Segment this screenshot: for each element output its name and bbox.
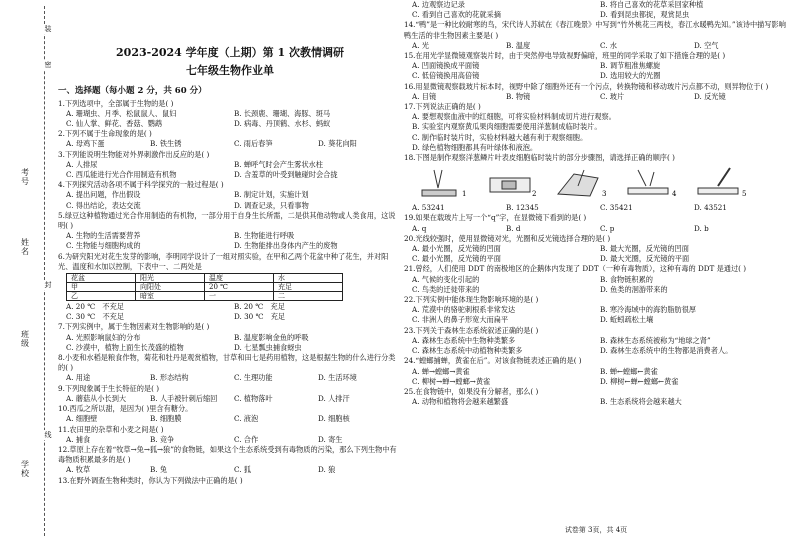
option: B. 形态结构	[150, 373, 189, 383]
option: D. 调查记录，只看事物	[234, 200, 309, 210]
option: C. 植物落叶	[234, 393, 273, 403]
question-stem: 18.下图是制作观察洋葱鳞片叶表皮细胞临时装片的部分步骤图，请选择正确的顺序( )	[404, 153, 675, 163]
question-stem: 13.在野外调查生物种类时，你认为下列做法中正确的是( )	[58, 475, 243, 485]
step-figure-5	[694, 166, 754, 200]
option: B. 生态系统将会越来越大	[600, 397, 682, 407]
experiment-table	[66, 273, 343, 301]
option: D. 反光镜	[694, 91, 726, 101]
margin-label: 班级	[21, 330, 29, 348]
option: D. b	[694, 223, 709, 233]
table-header: 阳光	[136, 274, 205, 283]
option: D. 七星瓢虫捕食蚜虫	[234, 342, 302, 352]
option: A. 森林生态系统中生物种类繁多	[412, 335, 516, 345]
option: D. 细胞核	[318, 414, 350, 424]
option: B. 将自己喜欢的花草采回家种植	[600, 0, 704, 9]
option: B. 温度影响金鱼的呼吸	[234, 332, 309, 342]
option: A. 牧草	[66, 465, 91, 475]
question-stem: 15.在用光学显微镜观察装片时，由于突然停电导致视野偏暗，班里的同学采取了如下措施合理的是( )	[404, 51, 726, 61]
option: A. 珊瑚虫、月季、松鼠鼠人、鼠妇	[66, 108, 177, 118]
question-stem: 16.用显微镜观察载玻片标本时，视野中除了细胞外还有一个污点，转换物镜和移动玻片污点都不动，则异物位于( )	[404, 81, 769, 91]
option: D. 森林生态系统中的生物都是消费者人。	[600, 346, 733, 356]
table-header: 水	[274, 274, 343, 283]
step-figure-1	[414, 166, 474, 200]
table-row	[67, 292, 343, 301]
question-group-1	[58, 99, 402, 211]
option: B. 12345	[506, 203, 539, 213]
question-stem: 9.下列现象属于生长特征的是( )	[58, 383, 160, 393]
question-stem: 6.为研究阳光对花生发芽的影响，李明同学设计了一组对照实验，在甲和乙两个花盆中种了花生，并对阳光、温度和水加以控制，下表中一、二两处是	[58, 251, 389, 271]
option: B. 细胞膜	[150, 414, 182, 424]
step-figure-3	[554, 166, 614, 200]
option: A. 凹面镜换成平面镜	[412, 61, 480, 71]
option: C. 非洲人的鼻子形宽大而扁平	[412, 315, 509, 325]
question-stem: 12.草原上存在着“牧草→兔→狐→狼”的食物链，如果这个生态系统受到有毒物质的污染，那么下列生物中有毒物质积累最多的是( )	[58, 444, 397, 465]
option: A. 母鸡下蛋	[66, 139, 105, 149]
option: A. 人排尿	[66, 159, 98, 169]
option: B. 物镜	[506, 91, 531, 101]
option: D. 最大光圈，反光镜的平面	[600, 254, 690, 264]
figure-number: 5	[742, 190, 747, 199]
option: B. 实验室内观察黄瓜果肉细胞需要使用洋葱制成临时装片。	[412, 122, 602, 132]
section-heading: 一、选择题（每小题 2 分，共 60 分）	[58, 86, 207, 97]
question-stem: 21.曾经，人们使用 DDT 的南极地区的企鹅体内发现了 DDT（一种有毒物质），这种有毒的 DDT 是通过( )	[404, 264, 747, 274]
option: A. 最小光圈，反光镜的凹面	[412, 244, 501, 254]
option: C. 沙漠中，植物上面生长茂盛的植物	[66, 342, 184, 352]
option: C. 液泡	[234, 414, 259, 424]
option: A. 目镜	[412, 91, 437, 101]
exam-title: 2023-2024 学年度（上期）第 1 次教情调研	[116, 46, 344, 59]
right-column	[404, 0, 788, 407]
option: A. 蘑菇从小长到大	[66, 393, 127, 403]
table-cell: 二	[274, 292, 343, 301]
question-stem: 3.下列能说明生物能对外界刺激作出反应的是( )	[58, 149, 210, 159]
option: B. d	[506, 223, 521, 233]
option: B. 蝉呼气时会产生雾状水柱	[234, 159, 323, 169]
option: C. 西瓜能进行光合作用制造有机物	[66, 170, 177, 180]
option: C. 30 ℃ 不充足	[66, 312, 125, 322]
option: D. 生活环境	[318, 373, 357, 383]
question-stem: 19.如果在载玻片上写一个“q”字，在显微镜下看到的是( )	[404, 213, 587, 223]
table-cell: 20 ℃	[205, 283, 274, 292]
option: B. 铁生锈	[150, 139, 182, 149]
question-stem: 14.“鸭”是一种比较耐寒的鸟，宋代诗人苏轼在《春江晚景》中写到“竹外桃花三两枝，春江水暖鸭先知。”该诗中描写影响鸭生活的非生物因素主要是( )	[404, 20, 786, 40]
option: C. 低倍镜换用高倍镜	[412, 71, 480, 81]
question-stem: 2.下列不属于生命现象的是( )	[58, 129, 152, 139]
figure-number: 1	[462, 190, 467, 199]
option: D. 病毒、丹顶鹤、水杉、蚂蚁	[234, 119, 331, 129]
option: D. 生物能排出身体内产生的废物	[234, 241, 338, 251]
option: A. 光照影响鼠妇的分布	[66, 332, 141, 342]
option: C. 仙人掌、鲜花、香菇、鹦鹉	[66, 119, 163, 129]
question-stem: 10.西瓜之所以甜，是因为( )里含有糖分。	[58, 404, 193, 414]
table-cell: 暗室	[136, 292, 205, 301]
option: C. 玻片	[600, 91, 625, 101]
option: C. 得出结论，表达交流	[66, 200, 141, 210]
option: B. 温度	[506, 40, 531, 50]
option: C. 生理功能	[234, 373, 273, 383]
option: D. 鱼类的洄游带来的	[600, 284, 668, 294]
question-6	[58, 252, 402, 323]
binding-margin	[0, 0, 60, 544]
question-group-2	[58, 322, 402, 485]
margin-tag: 线	[44, 431, 52, 439]
option: D. 30 ℃ 充足	[234, 312, 286, 322]
option: D. 柳树←蝉←螳螂←黄雀	[600, 376, 679, 386]
option: C. 狐	[234, 465, 251, 475]
question-stem: 4.下列探究活动各项不属于科学探究的一般过程是( )	[58, 180, 224, 190]
figure-number: 4	[672, 190, 677, 199]
question-5	[58, 211, 402, 252]
option: A. 提出问题，作出假设	[66, 190, 141, 200]
option: D. 寄生	[318, 434, 343, 444]
question-stem: 11.农田里的杂草和小麦之间是( )	[58, 424, 164, 434]
table-cell: 甲	[67, 283, 136, 292]
option: C. 森林生态系统中动植物种类繁多	[412, 346, 523, 356]
option: A. 边观察边记录	[412, 0, 465, 9]
option: D. 43521	[694, 203, 727, 213]
option: A. 53241	[412, 203, 445, 213]
question-stem: 7.下列实例中，属于生物因素对生物影响的是( )	[58, 322, 210, 332]
option: D. 选用较大的光圈	[600, 71, 661, 81]
option: D. 看到昆虫都捉，观赏昆虫	[600, 10, 690, 20]
table-cell: 一	[205, 292, 274, 301]
table-cell: 乙	[67, 292, 136, 301]
question-stem: 17.下列说法正确的是( )	[404, 102, 481, 112]
option: C. 看到自己喜欢的花就采摘	[412, 10, 501, 20]
option: C. 制作临时装片时，实验材料越大越有利于观察细胞。	[412, 132, 588, 142]
option: D. 蚯蚓疏松土壤	[600, 315, 654, 325]
option: A. 蝉→螳螂→黄雀	[412, 366, 470, 376]
figure-number: 3	[602, 190, 607, 199]
option: D. 葵花向阳	[318, 139, 357, 149]
option: D. 人排汗	[318, 393, 350, 403]
option: A. 光	[412, 40, 429, 50]
table-cell: 向阳处	[136, 283, 205, 292]
question-stem: 20.光线较强时，使用显微镜对光，光圈和反光镜选择合理的是( )	[404, 233, 611, 243]
option: B. 制定计划，实施计划	[234, 190, 309, 200]
option: C. 最小光圈，反光镜的平面	[412, 254, 501, 264]
option: B. 长颈鹿、珊瑚、海豚、斑马	[234, 108, 331, 118]
question-stem: 23.下列关于森林生态系统叙述正确的是( )	[404, 325, 539, 335]
option: B. 生物能进行呼吸	[234, 231, 295, 241]
option: A. 动物和植物将会越来越繁盛	[412, 397, 509, 407]
table-header: 温度	[205, 274, 274, 283]
margin-label: 姓名	[21, 238, 29, 256]
option: D. 含羞草的叶受到触碰时会合拢	[234, 170, 338, 180]
option: C. 雨后春笋	[234, 139, 273, 149]
option: D. 空气	[694, 40, 719, 50]
cut-line	[44, 6, 45, 536]
option: B. 竞争	[150, 434, 175, 444]
table-row	[67, 283, 343, 292]
margin-label: 考号	[21, 168, 29, 186]
option: B. 寒冷海域中的海豹脂肪很厚	[600, 305, 697, 315]
margin-tag: 封	[44, 281, 52, 289]
step-figure-2	[484, 166, 544, 200]
option: C. p	[600, 223, 615, 233]
margin-tag: 密	[44, 61, 52, 69]
option: C. 35421	[600, 203, 633, 213]
table-cell: 充足	[274, 283, 343, 292]
question-group-4	[404, 213, 788, 407]
question-18-options	[404, 203, 788, 213]
left-column	[58, 0, 402, 486]
margin-tag: 装	[44, 25, 52, 33]
question-stem: 8.小麦和水稻是粮食作物，菊花和牡丹是观赏植物，甘草和田七是药用植物，这是根据生物的什么进行分类的( )	[58, 353, 396, 373]
option: C. 水	[600, 40, 617, 50]
page-footer: 试卷第 3页，共 4页	[564, 526, 628, 534]
option: D. 绿色植物细胞都具有叶绿体和液泡。	[412, 142, 538, 152]
question-stem: 24.“螳螂捕蝉，黄雀在后”。对该食物链表述正确的是( )	[404, 356, 582, 366]
option: A. 要想观察血液中的红细胞，可将实验材料制成切片进行观察。	[412, 112, 616, 122]
question-stem: 22.下列实例中能体现生物影响环境的是( )	[404, 295, 539, 305]
option: A. 用途	[66, 373, 91, 383]
option: A. 细胞壁	[66, 414, 98, 424]
question-stem: 1.下列选项中，全部属于生物的是( )	[58, 98, 174, 108]
step-figure-4	[624, 166, 684, 200]
option: C. 生物能与细胞构成的	[66, 241, 141, 251]
option: B. 最大光圈，反光镜的凹面	[600, 244, 689, 254]
option: A. q	[412, 223, 427, 233]
option: B. 兔	[150, 465, 168, 475]
option: A. 捕食	[66, 434, 91, 444]
exam-subtitle: 七年级生物作业单	[186, 64, 274, 78]
table-header: 花盆	[67, 274, 136, 283]
option: A. 20 ℃ 不充足	[66, 302, 124, 312]
option: A. 荒漠中的骆驼刺根系非常发达	[412, 305, 516, 315]
option: B. 食物链积累的	[600, 274, 653, 284]
option: A. 生物的生活需要营养	[66, 231, 141, 241]
option: A. 气候的变化引起的	[412, 274, 480, 284]
question-group-3	[404, 0, 788, 163]
option: B. 调节粗准焦螺旋	[600, 61, 661, 71]
table-header-row	[67, 274, 343, 283]
option: C. 合作	[234, 434, 259, 444]
question-stem: 25.在食物链中，如果没有分解者，那么( )	[404, 386, 539, 396]
question-stem: 5.绿豆这种植物通过光合作用制造的有机物，一部分用于自身生长所需，二是供其他动物或人类食用，这说明( )	[58, 210, 396, 231]
option: B. 20 ℃ 充足	[234, 302, 285, 312]
option: D. 狼	[318, 465, 336, 475]
procedure-figures	[404, 166, 788, 200]
figure-number: 2	[532, 190, 537, 199]
option: B. 人手被针刺后缩回	[150, 393, 218, 403]
option: C. 柳树→蝉→螳螂→黄雀	[412, 376, 491, 386]
margin-label: 学校	[21, 460, 29, 478]
option: B. 森林生态系统被称为“地球之肾”	[600, 335, 711, 345]
option: C. 鸟类的迁徙带来的	[412, 284, 480, 294]
option: B. 蝉←螳螂←黄雀	[600, 366, 658, 376]
